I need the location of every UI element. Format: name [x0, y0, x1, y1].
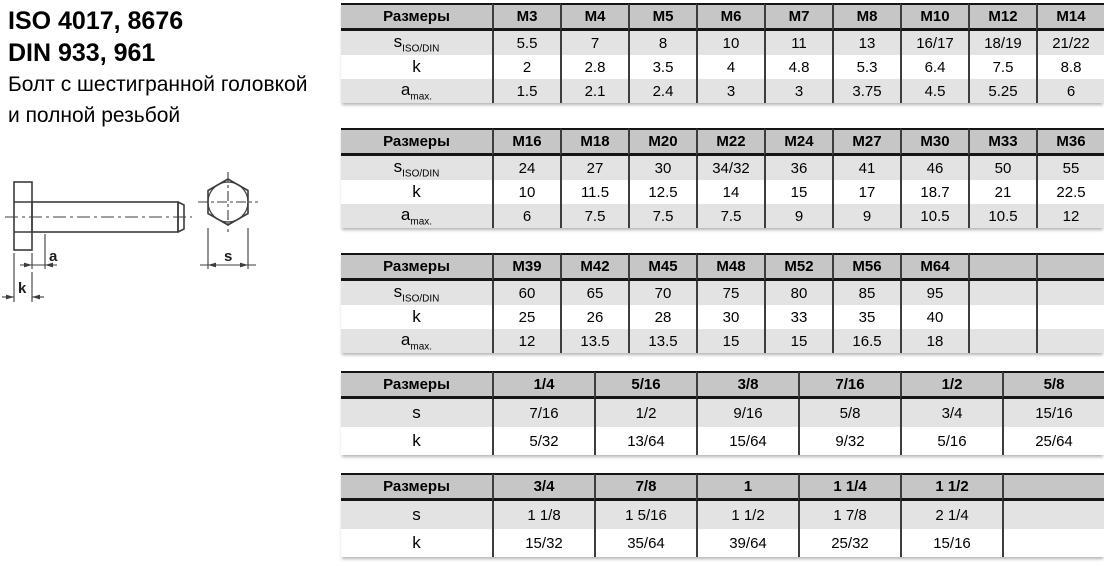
dimension-row-k: [341, 180, 1104, 204]
value-cell: 7.5: [560, 204, 628, 228]
value-cell: 26: [560, 305, 628, 329]
size-column-header-M5: M5: [628, 3, 696, 31]
iso-standard-title: ISO 4017, 8676: [8, 7, 184, 35]
sizes-corner-label: Размеры: [341, 128, 492, 156]
empty-value-cell: [1002, 529, 1104, 557]
value-cell: 46: [900, 156, 968, 180]
size-column-header-M36: M36: [1036, 128, 1104, 156]
row-label-subscript: ISO/DIN: [402, 168, 440, 180]
size-column-header-M45: M45: [628, 253, 696, 281]
value-cell: 25/32: [798, 529, 900, 557]
size-column-header-M33: M33: [968, 128, 1036, 156]
dimension-row-k: [341, 305, 1104, 329]
row-label-subscript: ISO/DIN: [402, 43, 440, 55]
value-cell: 4.8: [764, 55, 832, 79]
value-cell: 1/2: [594, 399, 696, 427]
value-cell: 5/16: [900, 427, 1002, 455]
empty-value-cell: [1002, 501, 1104, 529]
value-cell: 5/8: [798, 399, 900, 427]
value-cell: 60: [492, 281, 560, 305]
size-column-header-M12: M12: [968, 3, 1036, 31]
value-cell: 4: [696, 55, 764, 79]
row-label-k: k: [341, 55, 492, 79]
left-panel: [0, 0, 341, 566]
value-cell: 35: [832, 305, 900, 329]
value-cell: 9/16: [696, 399, 798, 427]
value-cell: 15/16: [1002, 399, 1104, 427]
value-cell: 3: [764, 79, 832, 103]
dimension-row-a: [341, 329, 1104, 353]
value-cell: 95: [900, 281, 968, 305]
dimension-table-metric-m16-m36: [341, 128, 1104, 228]
value-cell: 15: [764, 329, 832, 353]
value-cell: 8.8: [1036, 55, 1104, 79]
value-cell: 15: [696, 329, 764, 353]
row-label-s: $s_{ISO/DIN}$: [341, 156, 492, 180]
sizes-corner-label: Размеры: [341, 371, 492, 399]
value-cell: 7.5: [628, 204, 696, 228]
dimension-row-k: [341, 427, 1104, 455]
size-column-header-M20: M20: [628, 128, 696, 156]
value-cell: 2.4: [628, 79, 696, 103]
header-row: [341, 371, 1104, 399]
value-cell: 25: [492, 305, 560, 329]
row-label-subscript: max.: [410, 91, 433, 103]
bolt-technical-drawing: [0, 168, 310, 318]
header-row: [341, 473, 1104, 501]
dim-a-label: a: [49, 248, 58, 265]
value-cell: 21: [968, 180, 1036, 204]
value-cell: 3.5: [628, 55, 696, 79]
dimension-table-imperial-quarter-to-five-eighths: [341, 371, 1104, 455]
value-cell: 7/16: [492, 399, 594, 427]
size-column-header-M14: M14: [1036, 3, 1104, 31]
size-column-header-M56: M56: [832, 253, 900, 281]
din-standard-title: DIN 933, 961: [8, 39, 156, 67]
size-column-header-7-8: 7/8: [594, 473, 696, 501]
dimension-row-s: [341, 501, 1104, 529]
sizes-corner-label: Размеры: [341, 473, 492, 501]
value-cell: 6.4: [900, 55, 968, 79]
dimension-row-s: [341, 156, 1104, 180]
value-cell: 14: [696, 180, 764, 204]
value-cell: 7.5: [968, 55, 1036, 79]
value-cell: 13.5: [628, 329, 696, 353]
dimension-row-s: [341, 281, 1104, 305]
dimension-row-s: [341, 31, 1104, 55]
title-block: [0, 0, 341, 131]
size-column-header-M22: M22: [696, 128, 764, 156]
value-cell: 85: [832, 281, 900, 305]
size-column-header-M39: M39: [492, 253, 560, 281]
size-column-header-M52: M52: [764, 253, 832, 281]
value-cell: 16.5: [832, 329, 900, 353]
value-cell: 9/32: [798, 427, 900, 455]
empty-column-header: [968, 253, 1036, 281]
row-label-a: $a_{max.}$: [341, 79, 492, 103]
value-cell: 28: [628, 305, 696, 329]
row-label-s: s: [341, 399, 492, 427]
value-cell: 18: [900, 329, 968, 353]
dimension-table-imperial-three-quarters-to-one-and-half: [341, 473, 1104, 557]
value-cell: 75: [696, 281, 764, 305]
empty-value-cell: [968, 281, 1036, 305]
value-cell: 3.75: [832, 79, 900, 103]
value-cell: 1.5: [492, 79, 560, 103]
size-column-header-5-8: 5/8: [1002, 371, 1104, 399]
value-cell: 5.25: [968, 79, 1036, 103]
value-cell: 41: [832, 156, 900, 180]
size-column-header-1-4: 1/4: [492, 371, 594, 399]
row-label-subscript: ISO/DIN: [402, 293, 440, 305]
dimension-row-a: [341, 79, 1104, 103]
value-cell: 1 5/16: [594, 501, 696, 529]
row-label-s: $s_{ISO/DIN}$: [341, 31, 492, 55]
row-label-subscript: max.: [410, 216, 433, 228]
header-row: [341, 253, 1104, 281]
header-row: [341, 3, 1104, 31]
value-cell: 55: [1036, 156, 1104, 180]
value-cell: 12.5: [628, 180, 696, 204]
value-cell: 15/16: [900, 529, 1002, 557]
size-column-header-M16: M16: [492, 128, 560, 156]
value-cell: 5.3: [832, 55, 900, 79]
empty-column-header: [1036, 253, 1104, 281]
value-cell: 2.1: [560, 79, 628, 103]
value-cell: 65: [560, 281, 628, 305]
size-column-header-M48: M48: [696, 253, 764, 281]
value-cell: 3: [696, 79, 764, 103]
value-cell: 10.5: [900, 204, 968, 228]
value-cell: 7.5: [696, 204, 764, 228]
value-cell: 15: [764, 180, 832, 204]
value-cell: 16/17: [900, 31, 968, 55]
row-label-k: k: [341, 529, 492, 557]
row-label-k: k: [341, 427, 492, 455]
value-cell: 25/64: [1002, 427, 1104, 455]
value-cell: 24: [492, 156, 560, 180]
row-label-a: $a_{max.}$: [341, 204, 492, 228]
dim-k-label: k: [18, 280, 27, 297]
value-cell: 2 1/4: [900, 501, 1002, 529]
size-column-header-M10: M10: [900, 3, 968, 31]
value-cell: 33: [764, 305, 832, 329]
dimension-row-k: [341, 529, 1104, 557]
dimension-table-metric-m3-m14: [341, 3, 1104, 103]
empty-value-cell: [968, 305, 1036, 329]
value-cell: 7: [560, 31, 628, 55]
size-column-header-3-4: 3/4: [492, 473, 594, 501]
dimension-row-a: [341, 204, 1104, 228]
value-cell: 36: [764, 156, 832, 180]
dimension-row-k: [341, 55, 1104, 79]
value-cell: 35/64: [594, 529, 696, 557]
value-cell: 13/64: [594, 427, 696, 455]
empty-value-cell: [1036, 305, 1104, 329]
size-column-header-M4: M4: [560, 3, 628, 31]
dimension-tables-region: [341, 0, 1104, 557]
sizes-corner-label: Размеры: [341, 253, 492, 281]
value-cell: 9: [832, 204, 900, 228]
row-label-a: $a_{max.}$: [341, 329, 492, 353]
value-cell: 9: [764, 204, 832, 228]
value-cell: 10: [696, 31, 764, 55]
value-cell: 30: [628, 156, 696, 180]
empty-value-cell: [1036, 329, 1104, 353]
value-cell: 2.8: [560, 55, 628, 79]
value-cell: 12: [1036, 204, 1104, 228]
size-column-header-3-8: 3/8: [696, 371, 798, 399]
value-cell: 17: [832, 180, 900, 204]
value-cell: 1 7/8: [798, 501, 900, 529]
bolt-head-end-view: [198, 172, 258, 232]
value-cell: 2: [492, 55, 560, 79]
value-cell: 70: [628, 281, 696, 305]
value-cell: 5/32: [492, 427, 594, 455]
dim-s-label: s: [224, 248, 233, 265]
value-cell: 8: [628, 31, 696, 55]
value-cell: 27: [560, 156, 628, 180]
row-label-s: $s_{ISO/DIN}$: [341, 281, 492, 305]
value-cell: 40: [900, 305, 968, 329]
value-cell: 11: [764, 31, 832, 55]
value-cell: 39/64: [696, 529, 798, 557]
size-column-header-M18: M18: [560, 128, 628, 156]
size-column-header-M30: M30: [900, 128, 968, 156]
size-column-header-M7: M7: [764, 3, 832, 31]
size-column-header-5-16: 5/16: [594, 371, 696, 399]
size-column-header-1-2: 1/2: [900, 371, 1002, 399]
value-cell: 50: [968, 156, 1036, 180]
value-cell: 1 1/8: [492, 501, 594, 529]
size-column-header-M64: M64: [900, 253, 968, 281]
value-cell: 4.5: [900, 79, 968, 103]
value-cell: 10.5: [968, 204, 1036, 228]
sizes-corner-label: Размеры: [341, 3, 492, 31]
value-cell: 15/32: [492, 529, 594, 557]
value-cell: 13: [832, 31, 900, 55]
value-cell: 30: [696, 305, 764, 329]
size-column-header-M27: M27: [832, 128, 900, 156]
value-cell: 21/22: [1036, 31, 1104, 55]
value-cell: 13.5: [560, 329, 628, 353]
value-cell: 12: [492, 329, 560, 353]
row-label-s: s: [341, 501, 492, 529]
value-cell: 3/4: [900, 399, 1002, 427]
row-label-subscript: max.: [410, 341, 433, 353]
row-label-k: k: [341, 305, 492, 329]
size-column-header-M24: M24: [764, 128, 832, 156]
row-label-k: k: [341, 180, 492, 204]
size-column-header-M3: M3: [492, 3, 560, 31]
value-cell: 11.5: [560, 180, 628, 204]
size-column-header-M42: M42: [560, 253, 628, 281]
dimension-row-s: [341, 399, 1104, 427]
value-cell: 5.5: [492, 31, 560, 55]
product-description-line1: Болт с шестигранной головкой: [8, 73, 308, 96]
bolt-head-side-view: [14, 182, 32, 250]
size-column-header-1-1-4: 1 1/4: [798, 473, 900, 501]
empty-value-cell: [968, 329, 1036, 353]
value-cell: 6: [1036, 79, 1104, 103]
value-cell: 18.7: [900, 180, 968, 204]
size-column-header-1-1-2: 1 1/2: [900, 473, 1002, 501]
empty-value-cell: [1036, 281, 1104, 305]
value-cell: 15/64: [696, 427, 798, 455]
size-column-header-M6: M6: [696, 3, 764, 31]
value-cell: 22.5: [1036, 180, 1104, 204]
size-column-header-1: 1: [696, 473, 798, 501]
header-row: [341, 128, 1104, 156]
value-cell: 6: [492, 204, 560, 228]
size-column-header-7-16: 7/16: [798, 371, 900, 399]
value-cell: 1 1/2: [696, 501, 798, 529]
empty-column-header: [1002, 473, 1104, 501]
dimension-table-metric-m39-m64: [341, 253, 1104, 353]
value-cell: 10: [492, 180, 560, 204]
product-description-line2: и полной резьбой: [8, 104, 181, 127]
value-cell: 80: [764, 281, 832, 305]
value-cell: 18/19: [968, 31, 1036, 55]
size-column-header-M8: M8: [832, 3, 900, 31]
value-cell: 34/32: [696, 156, 764, 180]
